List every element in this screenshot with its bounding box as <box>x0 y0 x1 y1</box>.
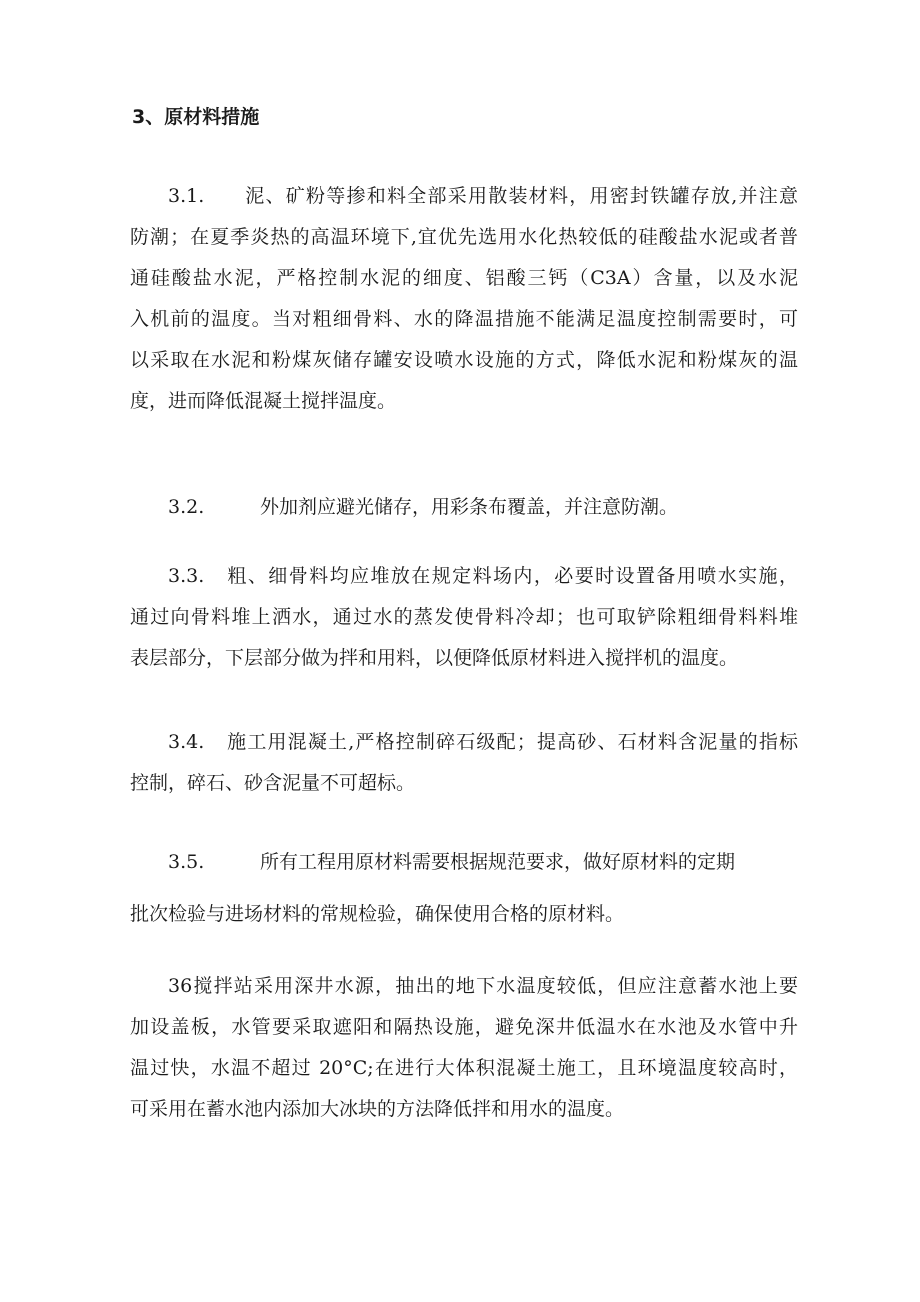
paragraph-line <box>130 722 798 763</box>
paragraph-3-4 <box>130 722 798 804</box>
item-number: 3.5. <box>168 851 205 873</box>
paragraph-line: 控制，碎石、砂含泥量不可超标。 <box>130 772 416 794</box>
paragraph-3-1 <box>130 176 798 422</box>
section-heading: 3、原材料措施 <box>132 106 260 128</box>
item-number: 3.3. <box>168 565 205 587</box>
paragraph-line <box>130 487 798 528</box>
paragraph-line: 温过快，水温不超过 20°C;在进行大体积混凝土施工，且环境温度较高时， <box>130 1057 798 1079</box>
paragraph-line: 防潮；在夏季炎热的高温环境下,宜优先选用水化热较低的硅酸盐水泥或者普 <box>130 226 798 248</box>
paragraph-line: 可采用在蓄水池内添加大冰块的方法降低拌和用水的温度。 <box>130 1098 625 1120</box>
item-number: 3.4. <box>168 731 205 753</box>
paragraph-line <box>130 966 798 1007</box>
paragraph-line: 加设盖板，水管要采取遮阳和隔热设施，避免深井低温水在水池及水管中升 <box>130 1016 798 1038</box>
paragraph-3-6 <box>130 966 798 1130</box>
line-text: 泥、矿粉等掺和料全部采用散装材料，用密封铁罐存放,并注意 <box>244 185 798 207</box>
line-text: 36搅拌站采用深井水源，抽出的地下水温度较低，但应注意蓄水池上要 <box>168 975 798 997</box>
line-text: 粗、细骨料均应堆放在规定料场内，必要时设置备用喷水实施， <box>226 565 798 587</box>
paragraph-line <box>130 176 798 217</box>
line-text: 所有工程用原材料需要根据规范要求，做好原材料的定期 <box>260 851 736 873</box>
item-number: 3.2. <box>168 496 205 518</box>
paragraph-line: 通硅酸盐水泥，严格控制水泥的细度、铝酸三钙（C3A）含量，以及水泥 <box>130 267 798 289</box>
paragraph-line: 以采取在水泥和粉煤灰储存罐安设喷水设施的方式，降低水泥和粉煤灰的温 <box>130 349 798 371</box>
paragraph-line: 度，进而降低混凝土搅拌温度。 <box>130 390 397 412</box>
item-number: 3.1. <box>168 185 205 207</box>
paragraph-line <box>130 842 798 883</box>
paragraph-line <box>130 556 798 597</box>
paragraph-3-2 <box>130 487 798 528</box>
paragraph-3-3 <box>130 556 798 679</box>
paragraph-line: 通过向骨料堆上洒水，通过水的蒸发使骨料冷却；也可取铲除粗细骨料料堆 <box>130 606 798 628</box>
line-text: 外加剂应避光储存，用彩条布覆盖，并注意防潮。 <box>260 496 679 518</box>
line-text: 施工用混凝土,严格控制碎石级配；提高砂、石材料含泥量的指标 <box>226 731 798 753</box>
paragraph-line: 表层部分，下层部分做为拌和用料，以便降低原材料进入搅拌机的温度。 <box>130 647 739 669</box>
paragraph-line: 批次检验与进场材料的常规检验，确保使用合格的原材料。 <box>130 903 625 925</box>
paragraph-line: 入机前的温度。当对粗细骨料、水的降温措施不能满足温度控制需要时，可 <box>130 308 798 330</box>
paragraph-3-5 <box>130 842 798 935</box>
